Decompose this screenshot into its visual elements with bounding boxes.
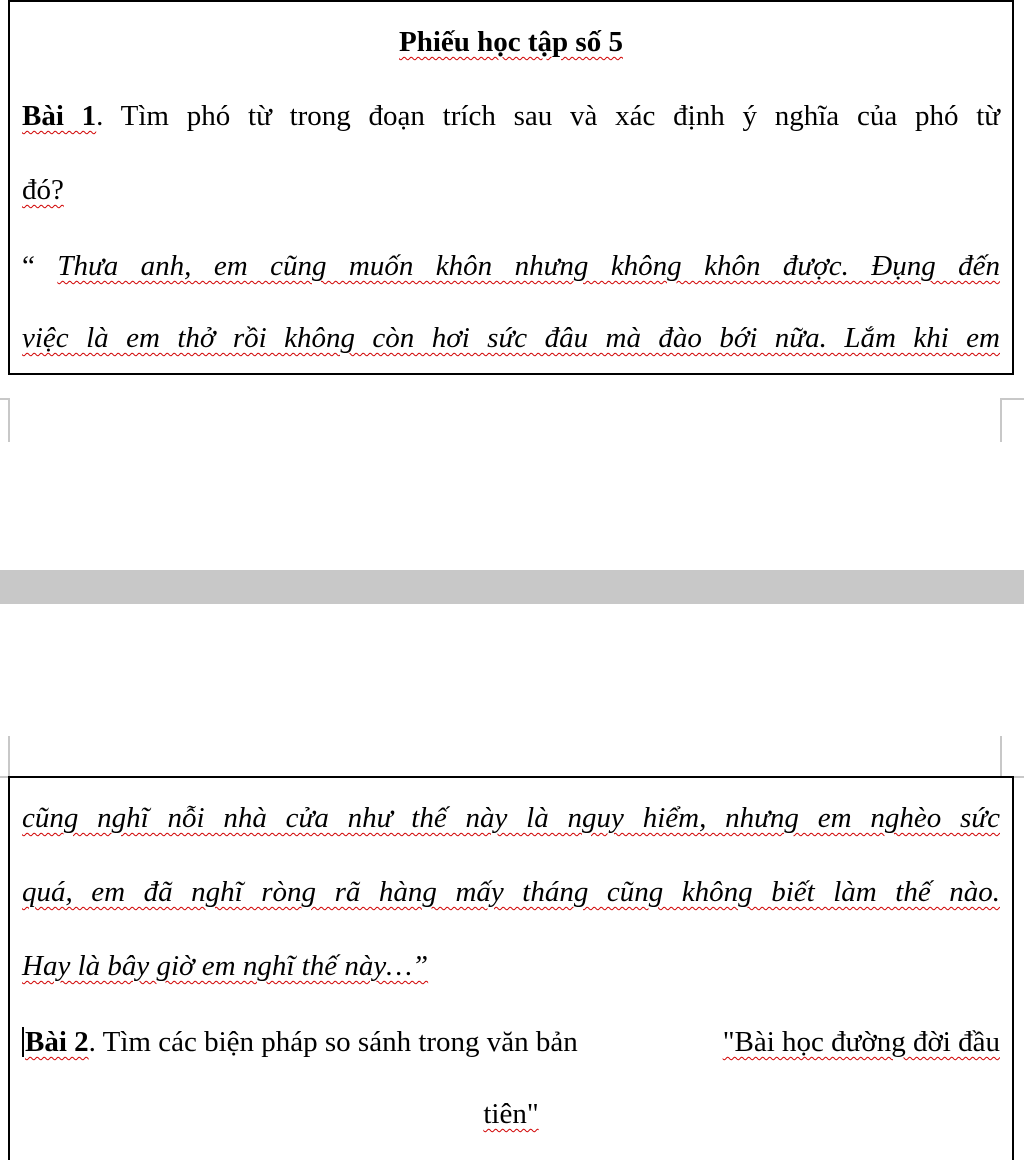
exercise2-label: Bài 2 bbox=[25, 1026, 89, 1058]
exercise1-quote-line3: cũng nghĩ nỗi nhà cửa như thế này là nguy hiểm, nhưng em nghèo sức bbox=[22, 802, 1000, 834]
exercise2-question-line2: tiên" bbox=[483, 1098, 539, 1130]
worksheet-box-page2 bbox=[8, 776, 1014, 1160]
exercise1-question-line1: Bài 1. Tìm phó từ trong đoạn trích sau và xác định ý nghĩa của phó từ bbox=[22, 100, 1000, 132]
exercise1-quote-line4: quá, em đã nghĩ ròng rã hàng mấy tháng cũng không biết làm thế nào. bbox=[22, 876, 1000, 908]
exercise2-question-line1[interactable]: Bài 2. Tìm các biện pháp so sánh trong văn bản "Bài học đường đời đầu bbox=[22, 1024, 1000, 1060]
worksheet-box-page1 bbox=[8, 0, 1014, 375]
page-separator bbox=[0, 570, 1024, 604]
worksheet-title: Phiếu học tập số 5 bbox=[399, 26, 623, 58]
exercise1-question-line2: đó? bbox=[22, 174, 64, 206]
text-cursor bbox=[22, 1027, 24, 1057]
page-corner-mark bbox=[1000, 736, 1024, 778]
exercise1-quote-line2: việc là em thở rồi không còn hơi sức đâu mà đào bới nữa. Lắm khi em bbox=[22, 322, 1000, 354]
page-corner-mark bbox=[1000, 398, 1024, 442]
page-corner-mark bbox=[0, 398, 10, 442]
exercise1-quote-line5: Hay là bây giờ em nghĩ thế này…” bbox=[22, 950, 429, 982]
exercise1-quote-line1: “ Thưa anh, em cũng muốn khôn nhưng không khôn được. Đụng đến bbox=[22, 250, 1000, 282]
exercise1-label: Bài 1 bbox=[22, 100, 97, 132]
page-corner-mark bbox=[0, 736, 10, 778]
